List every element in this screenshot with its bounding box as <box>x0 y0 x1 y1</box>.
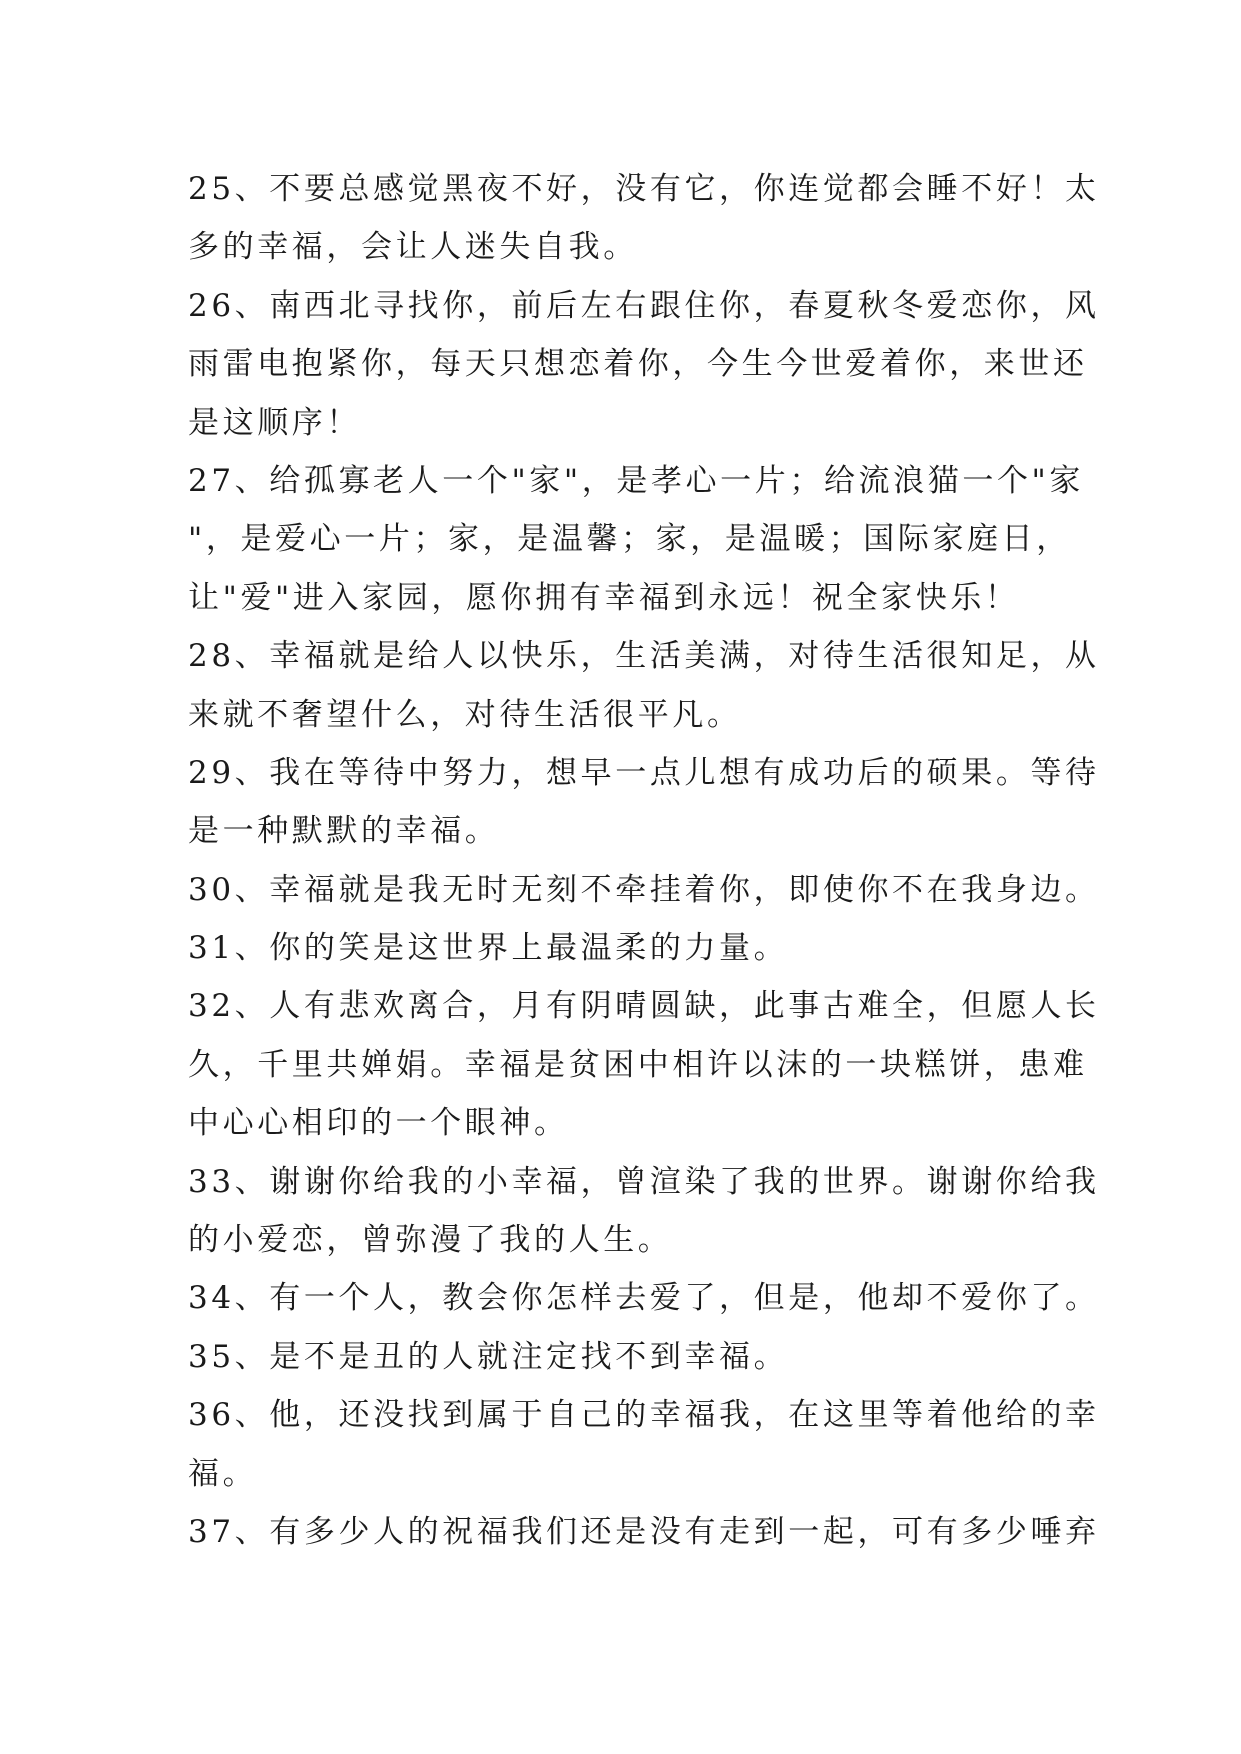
text-line: 的小爱恋，曾弥漫了我的人生。 <box>188 1222 673 1259</box>
text-line: "，是爱心一片；家，是温馨；家，是温暖；国际家庭日， <box>188 521 1071 558</box>
text-line: 25、不要总感觉黑夜不好，没有它，你连觉都会睡不好！太 <box>188 171 1100 207</box>
text-line: 28、幸福就是给人以快乐，生活美满，对待生活很知足，从 <box>188 638 1100 675</box>
text-line: 来就不奢望什么，对待生活很平凡。 <box>188 696 742 733</box>
text-line: 福。 <box>188 1455 258 1492</box>
text-line: 37、有多少人的祝福我们还是没有走到一起，可有多少唾弃 <box>188 1513 1100 1550</box>
text-line: 36、他，还没找到属于自己的幸福我，在这里等着他给的幸 <box>188 1397 1100 1434</box>
text-line: 久，千里共婵娟。幸福是贫困中相许以沫的一块糕饼，患难 <box>188 1046 1088 1083</box>
text-line: 让"爱"进入家园，愿你拥有幸福到永远！祝全家快乐！ <box>188 579 1020 616</box>
text-line: 多的幸福，会让人迷失自我。 <box>188 229 638 266</box>
text-line: 26、南西北寻找你，前后左右跟住你，春夏秋冬爱恋你，风 <box>188 287 1100 324</box>
text-line: 32、人有悲欢离合，月有阴晴圆缺，此事古难全，但愿人长 <box>188 988 1100 1025</box>
text-line: 是这顺序！ <box>188 404 361 441</box>
text-line: 是一种默默的幸福。 <box>188 813 500 850</box>
text-line: 35、是不是丑的人就注定找不到幸福。 <box>188 1338 789 1375</box>
text-line: 31、你的笑是这世界上最温柔的力量。 <box>188 930 789 967</box>
text-line: 雨雷电抱紧你，每天只想恋着你，今生今世爱着你，来世还 <box>188 346 1088 383</box>
text-line: 27、给孤寡老人一个"家"，是孝心一片；给流浪猫一个"家 <box>188 462 1085 499</box>
text-line: 29、我在等待中努力，想早一点儿想有成功后的硕果。等待 <box>188 754 1100 791</box>
text-line: 33、谢谢你给我的小幸福，曾渲染了我的世界。谢谢你给我 <box>188 1163 1100 1200</box>
text-line: 30、幸福就是我无时无刻不牵挂着你，即使你不在我身边。 <box>188 871 1100 908</box>
text-line: 中心心相印的一个眼神。 <box>188 1105 569 1142</box>
text-line: 34、有一个人，教会你怎样去爱了，但是，他却不爱你了。 <box>188 1280 1100 1317</box>
document-body <box>188 160 1100 1561</box>
